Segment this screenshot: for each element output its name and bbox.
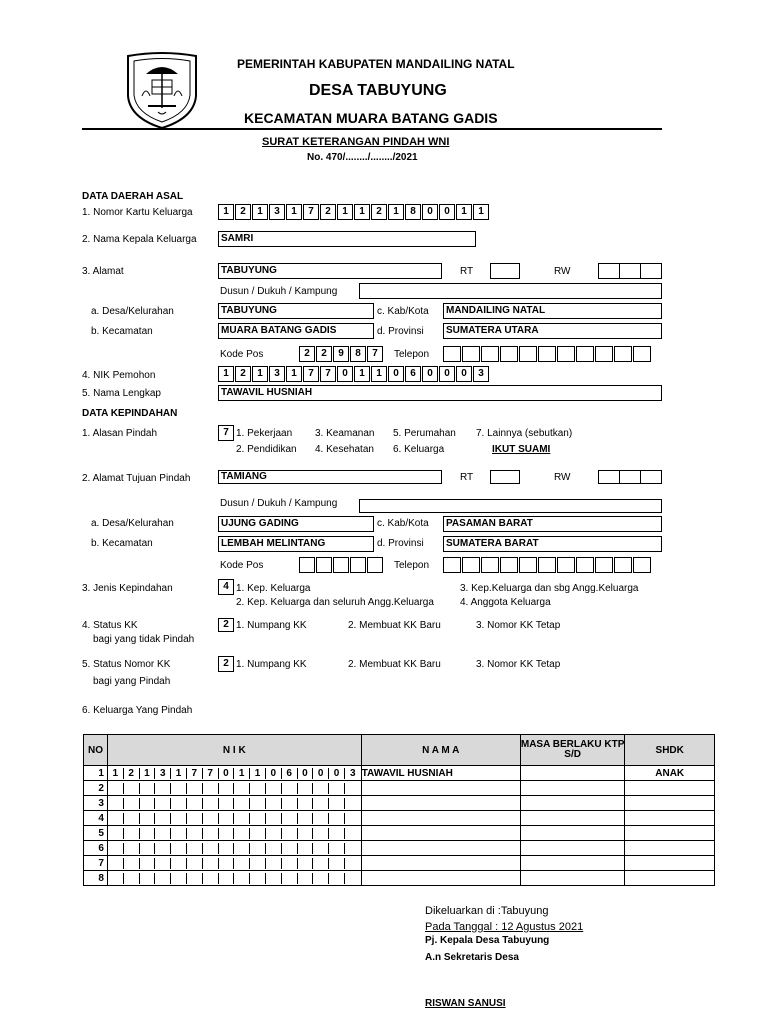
nik-digit (140, 858, 156, 869)
nik-digit (313, 843, 329, 854)
nik-digit (124, 813, 140, 824)
nik-digit (234, 873, 250, 884)
nik-digit (155, 828, 171, 839)
nik-digit (282, 783, 298, 794)
tujuan-dusun-field[interactable] (359, 499, 662, 513)
tujuan-rw-field-2[interactable] (619, 470, 641, 484)
document-number: No. 470/......../......../2021 (307, 152, 418, 163)
kab-field[interactable]: MANDAILING NATAL (443, 303, 662, 319)
kepala-field[interactable]: SAMRI (218, 231, 476, 247)
nik-digit (187, 783, 203, 794)
row-no: 6 (84, 841, 108, 856)
table-row (84, 796, 715, 811)
nama-field[interactable]: TAWAVIL HUSNIAH (218, 385, 662, 401)
rw-field-2[interactable] (619, 263, 641, 279)
kk-label: 1. Nomor Kartu Keluarga (82, 207, 193, 218)
rw-label: RW (554, 266, 571, 277)
nik-digit (155, 873, 171, 884)
nik-digit (329, 798, 345, 809)
nik-digit (234, 843, 250, 854)
nik-digit (203, 858, 219, 869)
tujuan-dusun-label: Dusun / Dukuh / Kampung (220, 498, 338, 509)
nik-digit (345, 828, 361, 839)
telepon-field[interactable] (443, 346, 652, 362)
jenis-opt-3: 3. Kep.Keluarga dan sbg Angg.Keluarga (460, 583, 639, 594)
nik-digit (329, 873, 345, 884)
kab-label: c. Kab/Kota (377, 306, 429, 317)
nik-digit (282, 813, 298, 824)
row-masa[interactable] (520, 826, 625, 841)
row-nama[interactable] (361, 826, 520, 841)
nik-digit (203, 873, 219, 884)
signatory-an: A.n Sekretaris Desa (425, 952, 519, 963)
kodepos-number: 2 2 9 8 7 (299, 346, 384, 362)
statusno-label: 5. Status Nomor KK (82, 659, 171, 670)
tujuan-label: 2. Alamat Tujuan Pindah (82, 473, 191, 484)
header-shdk: SHDK (625, 735, 715, 766)
statuskk-opt-3: 3. Nomor KK Tetap (476, 620, 561, 631)
nik-digit (171, 843, 187, 854)
nik-digit (187, 873, 203, 884)
nik-digit (171, 798, 187, 809)
row-shdk[interactable] (625, 871, 715, 886)
nik-digit: 0 (298, 768, 314, 779)
nik-digit (124, 783, 140, 794)
header-nik: N I K (107, 735, 361, 766)
table-row (84, 766, 715, 781)
nik-digit (140, 783, 156, 794)
nik-digit (108, 873, 124, 884)
alasan-opt-6: 6. Keluarga (393, 444, 445, 455)
nik-digit: 1 (250, 768, 266, 779)
kepala-label: 2. Nama Kepala Keluarga (82, 234, 197, 245)
header-masa: MASA BERLAKU KTP S/D (520, 735, 625, 766)
nik-digit (155, 843, 171, 854)
row-no: 5 (84, 826, 108, 841)
signatory-title: Pj. Kepala Desa Tabuyung (425, 935, 550, 946)
nik-digit (298, 828, 314, 839)
nik-digit (140, 798, 156, 809)
signatory-name: RISWAN SANUSI (425, 998, 506, 1009)
header-rule (82, 128, 662, 130)
row-nik[interactable] (107, 781, 361, 796)
row-no: 8 (84, 871, 108, 886)
row-no: 4 (84, 811, 108, 826)
nik-digit (234, 858, 250, 869)
row-nama[interactable] (361, 871, 520, 886)
nik-digit (345, 783, 361, 794)
nik-digit (313, 873, 329, 884)
nik-digit (219, 828, 235, 839)
row-nik[interactable] (107, 796, 361, 811)
kk-number: 1 2 1 3 1 7 2 1 1 2 1 8 0 0 1 1 (218, 204, 490, 220)
row-nik[interactable] (107, 841, 361, 856)
nik-digit (313, 813, 329, 824)
nik-digit (282, 828, 298, 839)
nik-digit: 0 (313, 768, 329, 779)
row-nama[interactable] (361, 781, 520, 796)
nik-digit: 0 (219, 768, 235, 779)
nik-digit (250, 873, 266, 884)
nik-digit (234, 798, 250, 809)
government-title: PEMERINTAH KABUPATEN MANDAILING NATAL (237, 57, 515, 71)
nik-digit (329, 858, 345, 869)
row-shdk[interactable] (625, 796, 715, 811)
row-no: 7 (84, 856, 108, 871)
table-row (84, 841, 715, 856)
issued-at: Dikeluarkan di :Tabuyung (425, 905, 549, 917)
rt-field[interactable] (490, 263, 520, 279)
nik-digit (345, 843, 361, 854)
tujuan-kec-label: b. Kecamatan (91, 538, 153, 549)
header-nama: N A M A (361, 735, 520, 766)
jenis-opt-1: 1. Kep. Keluarga (236, 583, 311, 594)
table-row (84, 871, 715, 886)
nik-digit (108, 798, 124, 809)
nik-digit (313, 828, 329, 839)
nik-digit (140, 828, 156, 839)
nik-digit (298, 783, 314, 794)
nik-digit (282, 843, 298, 854)
row-shdk[interactable] (625, 856, 715, 871)
row-no: 1 (84, 766, 108, 781)
kodepos-label: Kode Pos (220, 349, 264, 360)
nik-digit: 1 (108, 768, 124, 779)
section-kepindahan: DATA KEPINDAHAN (82, 408, 178, 419)
alasan-lainnya: IKUT SUAMI (492, 444, 551, 455)
nik-digit (313, 798, 329, 809)
statuskk-opt-1: 1. Numpang KK (236, 620, 307, 631)
nik-digit (234, 828, 250, 839)
nik-digit: 3 (350, 767, 356, 779)
nik-digit (298, 843, 314, 854)
nik-digit (329, 843, 345, 854)
tujuan-rw-field-3[interactable] (640, 470, 662, 484)
tujuan-kab-field[interactable]: PASAMAN BARAT (443, 516, 662, 532)
tujuan-kodepos-label: Kode Pos (220, 560, 264, 571)
nik-digit: 7 (187, 768, 203, 779)
row-shdk[interactable] (625, 826, 715, 841)
dusun-label: Dusun / Dukuh / Kampung (220, 286, 338, 297)
nik-digit (108, 813, 124, 824)
nik-digit (187, 843, 203, 854)
nik-digit (219, 798, 235, 809)
jenis-label: 3. Jenis Kepindahan (82, 583, 173, 594)
nik-digit (266, 843, 282, 854)
row-shdk[interactable] (625, 841, 715, 856)
header-no: NO (84, 735, 108, 766)
nik-digit (219, 873, 235, 884)
nik-digit (234, 783, 250, 794)
desa-field[interactable]: TABUYUNG (218, 303, 374, 319)
row-nama[interactable] (361, 796, 520, 811)
table-row (84, 811, 715, 826)
kec-label: b. Kecamatan (91, 326, 153, 337)
issued-date: Pada Tanggal : 12 Agustus 2021 (425, 921, 584, 933)
row-shdk[interactable]: ANAK (625, 766, 715, 781)
tujuan-rt-label: RT (460, 472, 474, 483)
alasan-opt-3: 3. Keamanan (315, 428, 375, 439)
nik-digit (313, 858, 329, 869)
jenis-code[interactable]: 4 (218, 579, 234, 595)
nik-digit (124, 798, 140, 809)
alasan-code[interactable]: 7 (218, 425, 234, 441)
nik-digit (124, 843, 140, 854)
telepon-label: Telepon (394, 349, 430, 360)
nik-digit (171, 828, 187, 839)
rw-field-3[interactable] (640, 263, 662, 279)
statusno-opt-2: 2. Membuat KK Baru (348, 659, 441, 670)
nik-digit: 1 (234, 768, 250, 779)
statuskk-opt-2: 2. Membuat KK Baru (348, 620, 441, 631)
nik-digit (250, 783, 266, 794)
nik-digit (266, 873, 282, 884)
nik-digit (140, 813, 156, 824)
prov-label: d. Provinsi (377, 326, 424, 337)
table-row (84, 826, 715, 841)
row-no: 3 (84, 796, 108, 811)
alasan-opt-7: 7. Lainnya (sebutkan) (476, 428, 573, 439)
nik-digit (250, 813, 266, 824)
row-nik[interactable] (107, 766, 361, 781)
row-nama[interactable] (361, 841, 520, 856)
table-header-row (84, 735, 715, 766)
nik-digit (155, 813, 171, 824)
row-nama[interactable]: TAWAVIL HUSNIAH (361, 766, 520, 781)
nik-digit (345, 813, 361, 824)
nik-digit (298, 873, 314, 884)
tujuan-field[interactable]: TAMIANG (218, 470, 442, 484)
nik-digit: 1 (140, 768, 156, 779)
nik-digit (124, 873, 140, 884)
row-nik[interactable] (107, 811, 361, 826)
table-row (84, 856, 715, 871)
nik-digit: 0 (329, 768, 345, 779)
prov-field[interactable]: SUMATERA UTARA (443, 323, 662, 339)
nik-digit (140, 843, 156, 854)
statusno-sub: bagi yang Pindah (93, 676, 171, 687)
nik-digit (250, 828, 266, 839)
nik-digit (203, 813, 219, 824)
row-nik[interactable] (107, 856, 361, 871)
nik-digit (266, 798, 282, 809)
nik-digit (282, 873, 298, 884)
nik-digit (219, 843, 235, 854)
row-masa[interactable] (520, 871, 625, 886)
nik-digit (266, 858, 282, 869)
tujuan-desa-field[interactable]: UJUNG GADING (218, 516, 374, 532)
dusun-field[interactable] (359, 283, 662, 299)
keluarga-table (83, 734, 715, 886)
rt-label: RT (460, 266, 474, 277)
nik-digit (298, 858, 314, 869)
nik-digit (203, 783, 219, 794)
nik-digit (345, 858, 361, 869)
nik-digit (155, 783, 171, 794)
nik-digit (203, 798, 219, 809)
nik-number: 1 2 1 3 1 7 7 0 1 1 0 6 0 0 0 3 (218, 366, 490, 382)
statuskk-code[interactable]: 2 (218, 618, 234, 632)
nik-digit (171, 813, 187, 824)
nik-digit (282, 858, 298, 869)
row-nik[interactable] (107, 826, 361, 841)
nik-digit (187, 813, 203, 824)
nik-digit (203, 828, 219, 839)
nik-digit (155, 858, 171, 869)
nik-digit (250, 798, 266, 809)
nik-digit (124, 828, 140, 839)
nik-digit (171, 858, 187, 869)
nik-digit: 6 (282, 768, 298, 779)
nik-digit (250, 858, 266, 869)
nik-digit (298, 798, 314, 809)
row-masa[interactable] (520, 841, 625, 856)
nik-digit (266, 783, 282, 794)
nik-digit: 2 (124, 768, 140, 779)
nama-label: 5. Nama Lengkap (82, 388, 161, 399)
nik-digit (187, 828, 203, 839)
row-shdk[interactable] (625, 781, 715, 796)
nik-digit (329, 828, 345, 839)
jenis-opt-4: 4. Anggota Keluarga (460, 597, 551, 608)
keluarga-label: 6. Keluarga Yang Pindah (82, 705, 193, 716)
nik-digit (187, 798, 203, 809)
nik-digit (108, 783, 124, 794)
tujuan-kab-label: c. Kab/Kota (377, 518, 429, 529)
statusno-code[interactable]: 2 (218, 656, 234, 672)
nik-digit: 1 (171, 768, 187, 779)
nik-digit (298, 813, 314, 824)
nik-digit (171, 873, 187, 884)
nik-digit: 7 (203, 768, 219, 779)
nik-digit (187, 858, 203, 869)
nik-digit (345, 798, 361, 809)
nik-digit (108, 828, 124, 839)
nik-digit (313, 783, 329, 794)
row-shdk[interactable] (625, 811, 715, 826)
nik-digit (155, 798, 171, 809)
alasan-label: 1. Alasan Pindah (82, 428, 158, 439)
nik-digit (108, 858, 124, 869)
nik-digit (250, 843, 266, 854)
nik-digit (140, 873, 156, 884)
nik-digit (266, 828, 282, 839)
tujuan-telepon-label: Telepon (394, 560, 430, 571)
tujuan-rw-field-1[interactable] (598, 470, 620, 484)
nik-digit: 3 (155, 768, 171, 779)
nik-digit (219, 858, 235, 869)
row-masa[interactable] (520, 781, 625, 796)
row-masa[interactable] (520, 856, 625, 871)
jenis-opt-2: 2. Kep. Keluarga dan seluruh Angg.Keluarga (236, 597, 434, 608)
statusno-opt-1: 1. Numpang KK (236, 659, 307, 670)
document-title: SURAT KETERANGAN PINDAH WNI (262, 136, 450, 148)
row-masa[interactable] (520, 811, 625, 826)
nik-digit (345, 873, 361, 884)
tujuan-rt-field[interactable] (490, 470, 520, 484)
nik-digit (171, 783, 187, 794)
nik-digit (266, 813, 282, 824)
tujuan-kec-field[interactable]: LEMBAH MELINTANG (218, 536, 374, 552)
alasan-opt-4: 4. Kesehatan (315, 444, 374, 455)
nik-digit (108, 843, 124, 854)
village-title: DESA TABUYUNG (309, 82, 447, 99)
nik-digit (219, 813, 235, 824)
alasan-opt-2: 2. Pendidikan (236, 444, 297, 455)
tujuan-prov-label: d. Provinsi (377, 538, 424, 549)
alasan-opt-1: 1. Pekerjaan (236, 428, 293, 439)
district-title: KECAMATAN MUARA BATANG GADIS (244, 110, 498, 126)
tujuan-telepon-field[interactable] (443, 557, 652, 573)
alasan-opt-5: 5. Perumahan (393, 428, 456, 439)
nik-digit (219, 783, 235, 794)
kec-field[interactable]: MUARA BATANG GADIS (218, 323, 374, 339)
nik-digit (203, 843, 219, 854)
rw-field-1[interactable] (598, 263, 620, 279)
alamat-label: 3. Alamat (82, 266, 124, 277)
row-nama[interactable] (361, 856, 520, 871)
nik-digit: 0 (266, 768, 282, 779)
tujuan-desa-label: a. Desa/Kelurahan (91, 518, 174, 529)
row-nama[interactable] (361, 811, 520, 826)
nik-label: 4. NIK Pemohon (82, 370, 156, 381)
tujuan-prov-field[interactable]: SUMATERA BARAT (443, 536, 662, 552)
row-nik[interactable] (107, 871, 361, 886)
nik-digit (124, 858, 140, 869)
tujuan-kodepos-field[interactable] (299, 557, 384, 573)
row-masa[interactable] (520, 796, 625, 811)
section-asal: DATA DAERAH ASAL (82, 191, 184, 202)
regency-emblem-icon (124, 50, 200, 130)
statusno-opt-3: 3. Nomor KK Tetap (476, 659, 561, 670)
row-no: 2 (84, 781, 108, 796)
nik-digit (329, 813, 345, 824)
desa-label: a. Desa/Kelurahan (91, 306, 174, 317)
nik-digit (234, 813, 250, 824)
row-masa[interactable] (520, 766, 625, 781)
alamat-field[interactable]: TABUYUNG (218, 263, 442, 279)
tujuan-rw-label: RW (554, 472, 571, 483)
table-row (84, 781, 715, 796)
nik-digit (282, 798, 298, 809)
statuskk-sub: bagi yang tidak Pindah (93, 634, 195, 645)
nik-digit (329, 783, 345, 794)
statuskk-label: 4. Status KK (82, 620, 138, 631)
